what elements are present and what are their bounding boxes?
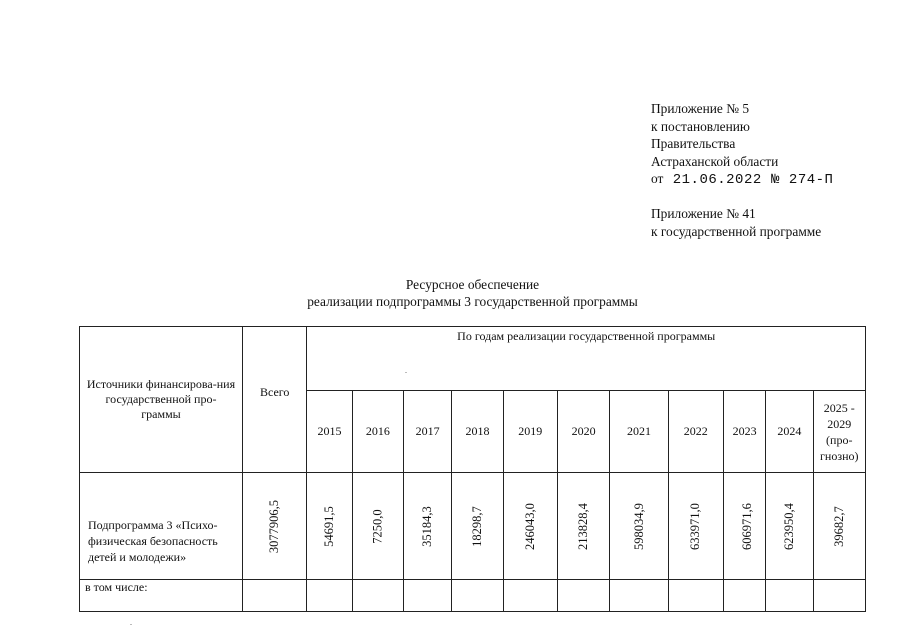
header-total-cell [243,327,307,473]
empty-cell [723,580,765,612]
document-title-line2: реализации подпрограммы 3 государственной программы [307,294,638,309]
value-cell [813,473,865,580]
empty-cell [307,580,352,612]
year-header: 2018 [452,391,503,473]
value-cell [452,473,503,580]
value-total: 3077906,5 [267,499,282,553]
subprogram-3-label: Подпрограмма 3 «Психо-физическая безопасность детей и молодежи» [80,473,243,580]
table-row-subprogram-3 [80,473,866,580]
scan-speck [130,624,132,625]
empty-cell [557,580,609,612]
value-cell [352,473,403,580]
appendix-5-line3: Правительства [651,136,736,151]
value-cell [723,473,765,580]
header-source-label: Источники финансирова-ния государственной про-граммы [86,377,236,421]
year-header: 2021 [610,391,668,473]
year-header: 2020 [557,391,609,473]
value-2020: 213828,4 [576,502,591,550]
decree-number: № 274-П [771,172,834,188]
value-2017: 35184,3 [420,505,435,547]
date-prefix: от [651,171,664,186]
year-header: 2023 [723,391,765,473]
value-cell-total [243,473,307,580]
value-cell [766,473,813,580]
header-total-label: Всего [259,385,290,399]
year-header: 2019 [503,391,557,473]
period-header-2025-2029 [813,391,865,473]
empty-cell [404,580,452,612]
appendix-41-line2: к государственной программе [651,223,822,239]
value-cell [307,473,352,580]
appendix-41-header [651,205,821,240]
year-header: 2016 [352,391,403,473]
header-years-group-label: По годам реализации государственной программы [457,329,716,343]
empty-cell [452,580,503,612]
empty-cell [668,580,723,612]
year-header: 2015 [307,391,352,473]
value-cell [610,473,668,580]
empty-cell [610,580,668,612]
value-2022: 633971,0 [688,502,703,550]
year-header: 2022 [668,391,723,473]
value-2018: 18298,7 [469,505,484,547]
including-label: в том числе: [80,580,243,612]
decree-date: 21.06.2022 [672,172,762,188]
resource-table [79,326,866,612]
empty-cell [503,580,557,612]
value-cell [668,473,723,580]
value-2024: 623950,4 [782,502,797,550]
scan-speck [405,372,407,373]
value-2023: 606971,6 [739,502,754,550]
year-header: 2024 [766,391,813,473]
year-header: 2017 [404,391,452,473]
value-cell [557,473,609,580]
document-title-line1: Ресурсное обеспечение [405,277,540,292]
value-2021: 598034,9 [631,502,646,550]
header-source-cell [80,327,243,473]
period-header-label: 2025 - 2029 (про-гнозно) [820,400,859,463]
value-2016: 7250,0 [370,508,385,544]
table-header-row-1 [80,327,866,391]
appendix-5-line4: Астраханской области [651,153,779,169]
value-cell [503,473,557,580]
header-years-group-cell [307,327,866,391]
table-row-including [80,580,866,612]
decree-date-line [651,170,839,190]
value-2025-2029: 39682,7 [831,505,846,547]
value-2019: 246043,0 [522,502,537,550]
appendix-41-line1: Приложение № 41 [651,206,756,221]
empty-cell [766,580,813,612]
value-cell [404,473,452,580]
value-2015: 54691,5 [322,505,337,547]
appendix-5-line1: Приложение № 5 [651,101,750,116]
empty-cell [243,580,307,612]
empty-cell [352,580,403,612]
appendix-5-header [651,100,839,190]
appendix-5-line2: к постановлению [651,118,750,134]
empty-cell [813,580,865,612]
